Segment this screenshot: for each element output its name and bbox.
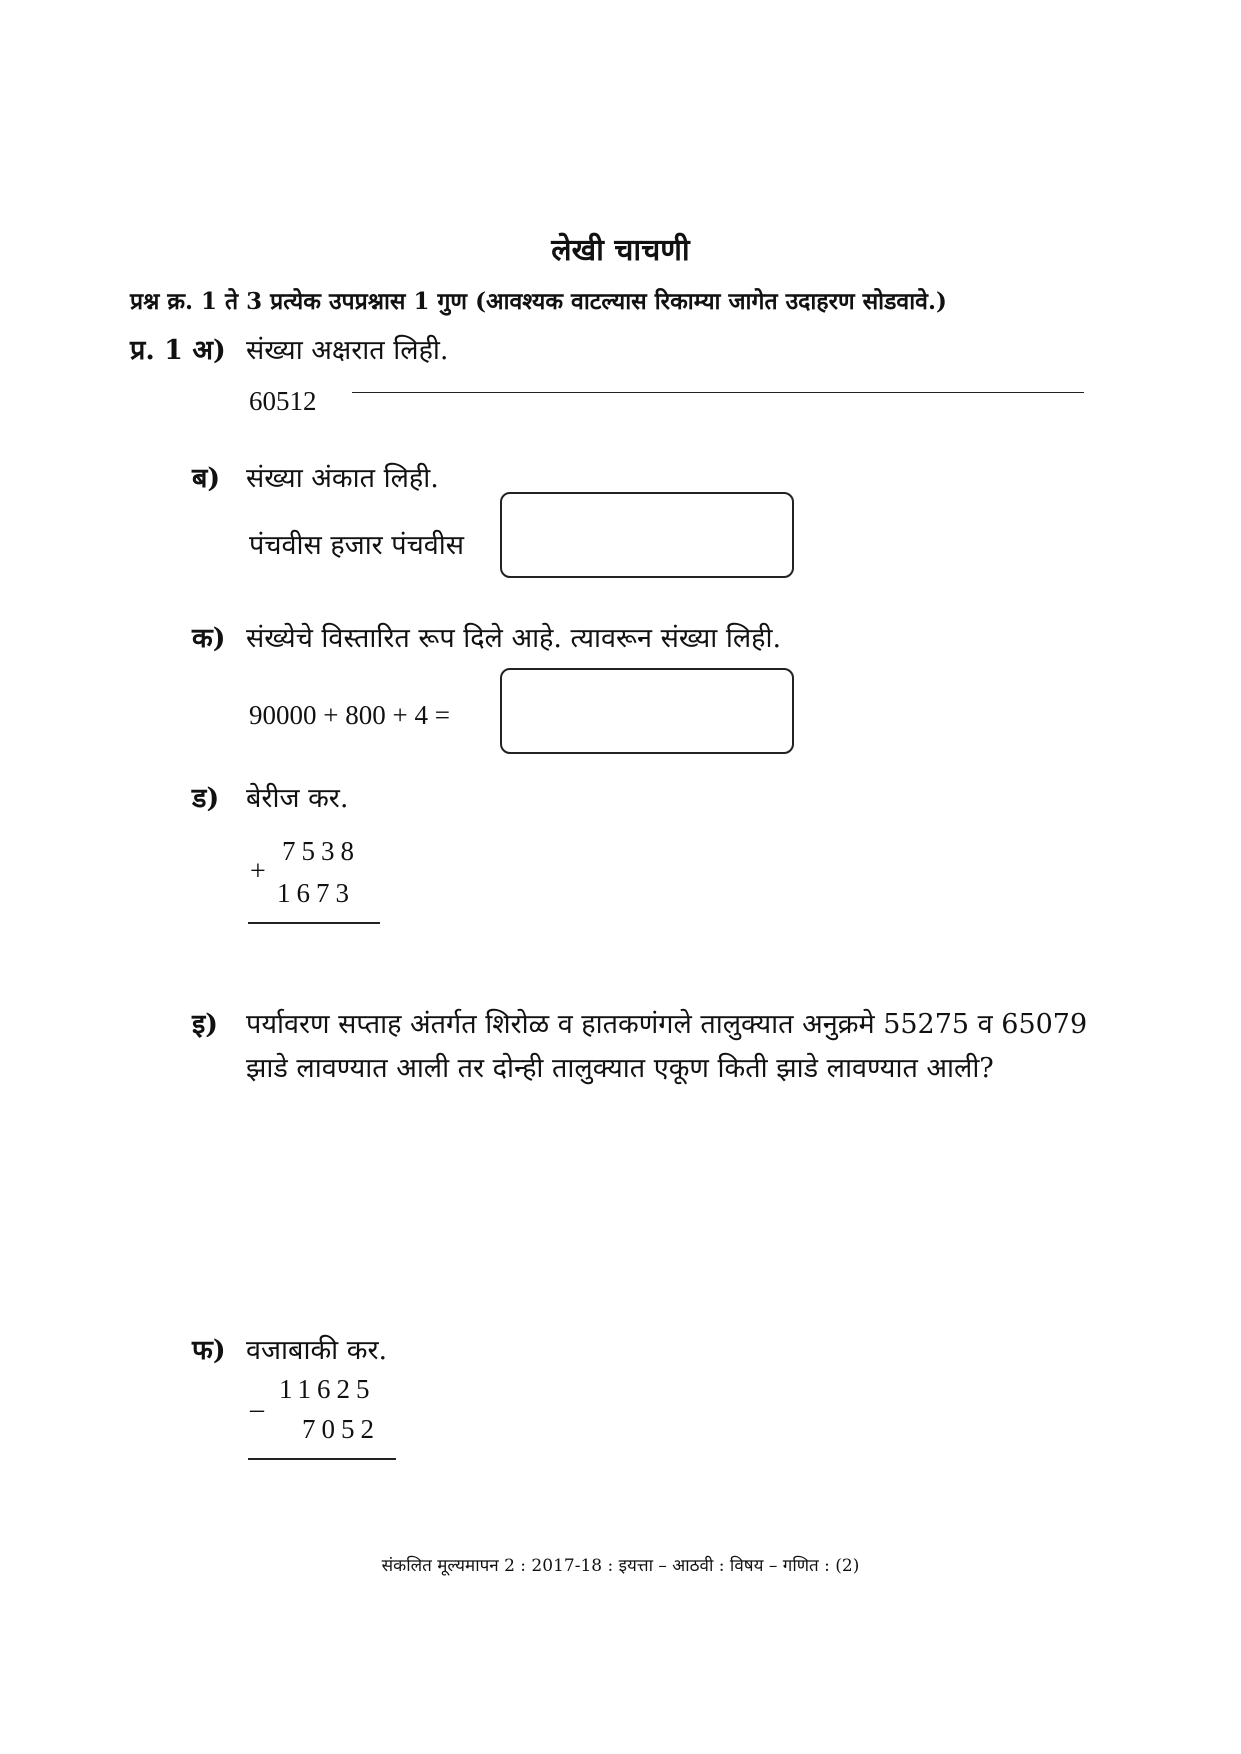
question-i-line2: झाडे लावण्यात आली तर दोन्ही तालुक्यात एकूण किती झाडे लावण्यात आली?: [246, 1053, 994, 1084]
footer: संकलित मूल्यमापन 2 : 2017-18 : इयत्ता – आठवी : विषय – गणित : (2): [381, 1556, 860, 1576]
question-b-words: पंचवीस हजार पंचवीस: [249, 530, 465, 561]
question-1a-label: प्र. 1 अ): [130, 335, 226, 366]
subtraction-top-number: 11625: [279, 1374, 376, 1404]
question-d-label: ड): [192, 783, 220, 814]
subtraction-rule: [248, 1458, 396, 1460]
page-title: लेखी चाचणी: [551, 233, 690, 268]
question-f-text: वजाबाकी कर.: [246, 1335, 388, 1366]
subtraction-bottom-number: 7052: [302, 1414, 380, 1444]
answer-box-b[interactable]: [500, 492, 794, 578]
addition-top-number: 7538: [282, 836, 360, 866]
answer-line-1a[interactable]: [352, 392, 1084, 393]
answer-box-k[interactable]: [500, 668, 794, 754]
question-f-label: फ): [192, 1335, 226, 1366]
addition-rule: [248, 922, 380, 924]
plus-sign: +: [250, 856, 266, 887]
question-k-expression: 90000 + 800 + 4 =: [249, 700, 450, 730]
question-1a-text: संख्या अक्षरात लिही.: [246, 335, 449, 366]
instruction-text: प्रश्न क्र. 1 ते 3 प्रत्येक उपप्रश्नास 1 गुण (आवश्यक वाटल्यास रिकाम्या जागेत उदाहरण सोडवावे.): [130, 288, 947, 315]
question-b-text: संख्या अंकात लिही.: [246, 463, 439, 494]
question-k-label: क): [192, 623, 226, 654]
question-d-text: बेरीज कर.: [246, 783, 349, 814]
question-i-line1: पर्यावरण सप्ताह अंतर्गत शिरोळ व हातकणंगले तालुक्यात अनुक्रमे 55275 व 65079: [246, 1009, 1088, 1040]
question-b-label: ब): [192, 463, 221, 494]
question-1a-number: 60512: [249, 386, 317, 416]
minus-sign: –: [250, 1394, 264, 1425]
question-i-label: इ): [192, 1009, 219, 1040]
addition-bottom-number: 1673: [277, 878, 355, 908]
question-k-text: संख्येचे विस्तारित रूप दिले आहे. त्यावरून संख्या लिही.: [246, 623, 782, 654]
